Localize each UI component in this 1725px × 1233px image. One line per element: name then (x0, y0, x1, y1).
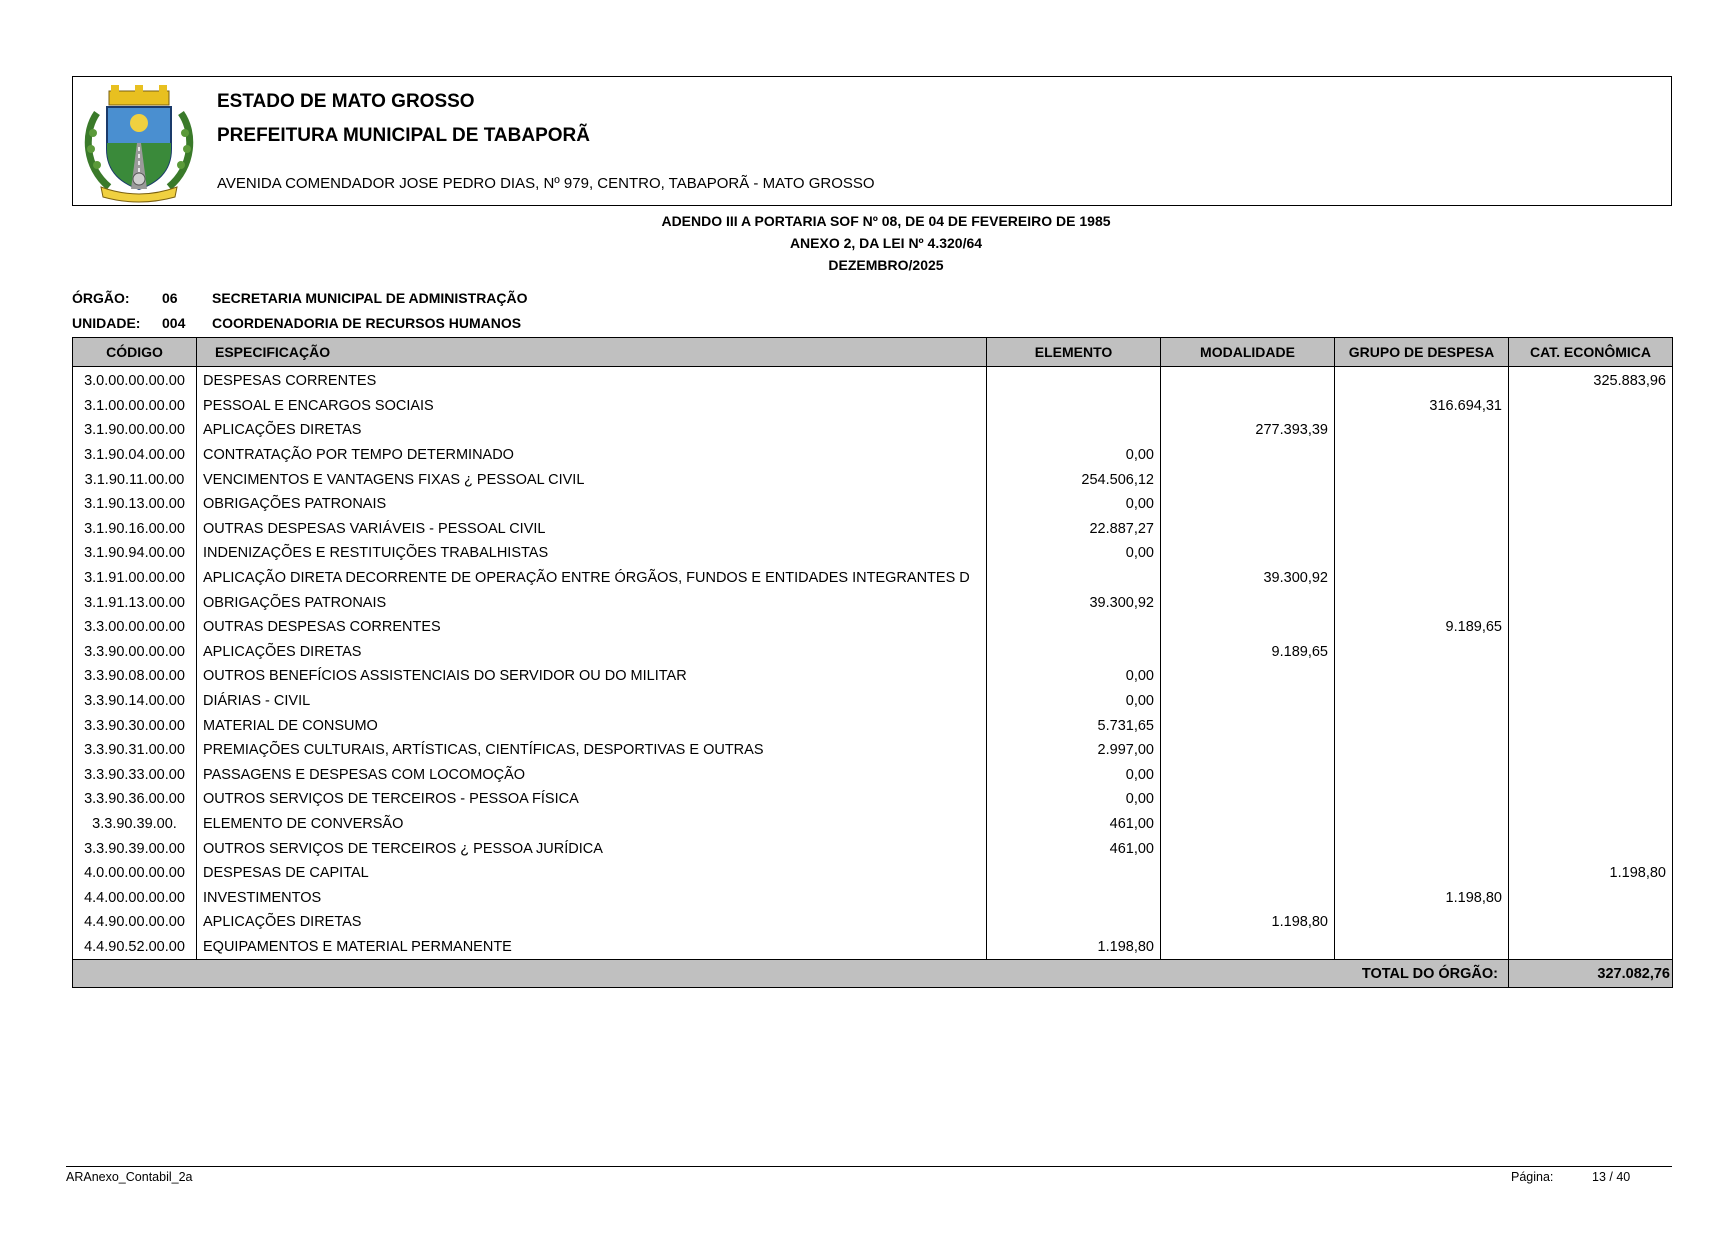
cell-elemento (987, 566, 1161, 591)
cell-especificacao: APLICAÇÕES DIRETAS (197, 418, 987, 443)
cell-codigo: 4.4.90.00.00.00 (73, 910, 197, 935)
cell-grupo: 9.189,65 (1335, 615, 1509, 640)
cell-grupo (1335, 517, 1509, 542)
cell-elemento (987, 885, 1161, 910)
cell-codigo: 4.4.00.00.00.00 (73, 885, 197, 910)
cell-modalidade: 277.393,39 (1161, 418, 1335, 443)
table-row (73, 640, 1673, 665)
cell-grupo (1335, 935, 1509, 960)
cell-modalidade (1161, 836, 1335, 861)
report-name: ARAnexo_Contabil_2a (66, 1170, 193, 1184)
cell-categoria (1509, 713, 1673, 738)
cell-especificacao: APLICAÇÕES DIRETAS (197, 910, 987, 935)
cell-elemento (987, 367, 1161, 394)
table-row (73, 689, 1673, 714)
cell-especificacao: ELEMENTO DE CONVERSÃO (197, 812, 987, 837)
footer-divider (66, 1166, 1672, 1167)
cell-modalidade (1161, 738, 1335, 763)
cell-modalidade: 9.189,65 (1161, 640, 1335, 665)
col-header-grupo: GRUPO DE DESPESA (1335, 338, 1509, 367)
cell-codigo: 3.3.90.39.00. (73, 812, 197, 837)
table-row (73, 615, 1673, 640)
cell-codigo: 3.1.00.00.00.00 (73, 394, 197, 419)
cell-elemento: 461,00 (987, 836, 1161, 861)
cell-categoria (1509, 640, 1673, 665)
cell-modalidade (1161, 689, 1335, 714)
cell-especificacao: PESSOAL E ENCARGOS SOCIAIS (197, 394, 987, 419)
table-row (73, 394, 1673, 419)
table-row (73, 861, 1673, 886)
cell-modalidade (1161, 394, 1335, 419)
header-box (72, 76, 1672, 206)
cell-modalidade (1161, 664, 1335, 689)
cell-categoria (1509, 590, 1673, 615)
cell-especificacao: OUTROS SERVIÇOS DE TERCEIROS ¿ PESSOA JURÍDICA (197, 836, 987, 861)
cell-elemento: 461,00 (987, 812, 1161, 837)
cell-categoria (1509, 910, 1673, 935)
cell-elemento: 0,00 (987, 689, 1161, 714)
cell-grupo (1335, 763, 1509, 788)
cell-codigo: 3.3.90.00.00.00 (73, 640, 197, 665)
cell-elemento (987, 640, 1161, 665)
cell-categoria (1509, 418, 1673, 443)
cell-elemento: 0,00 (987, 541, 1161, 566)
cell-especificacao: OUTRAS DESPESAS VARIÁVEIS - PESSOAL CIVIL (197, 517, 987, 542)
cell-elemento: 5.731,65 (987, 713, 1161, 738)
table-row (73, 566, 1673, 591)
col-header-codigo: CÓDIGO (73, 338, 197, 367)
cell-categoria (1509, 935, 1673, 960)
cell-grupo (1335, 566, 1509, 591)
prefecture-address: AVENIDA COMENDADOR JOSE PEDRO DIAS, Nº 979, CENTRO, TABAPORÃ - MATO GROSSO (217, 175, 875, 192)
cell-modalidade (1161, 367, 1335, 394)
cell-modalidade (1161, 443, 1335, 468)
cell-codigo: 3.1.91.13.00.00 (73, 590, 197, 615)
cell-especificacao: DESPESAS CORRENTES (197, 367, 987, 394)
cell-elemento: 22.887,27 (987, 517, 1161, 542)
total-label: TOTAL DO ÓRGÃO: (73, 960, 1509, 988)
table-row (73, 738, 1673, 763)
col-header-elemento: ELEMENTO (987, 338, 1161, 367)
table-row (73, 443, 1673, 468)
table-row (73, 418, 1673, 443)
cell-especificacao: CONTRATAÇÃO POR TEMPO DETERMINADO (197, 443, 987, 468)
table-row (73, 787, 1673, 812)
cell-categoria (1509, 664, 1673, 689)
report-titles (0, 210, 1725, 276)
cell-grupo (1335, 664, 1509, 689)
cell-grupo (1335, 590, 1509, 615)
cell-elemento (987, 861, 1161, 886)
cell-elemento: 0,00 (987, 664, 1161, 689)
cell-modalidade (1161, 517, 1335, 542)
title-line-1: ADENDO III A PORTARIA SOF Nº 08, DE 04 DE FEVEREIRO DE 1985 (661, 213, 1111, 229)
cell-grupo (1335, 689, 1509, 714)
cell-especificacao: OBRIGAÇÕES PATRONAIS (197, 492, 987, 517)
cell-categoria: 325.883,96 (1509, 367, 1673, 394)
cell-grupo (1335, 910, 1509, 935)
cell-categoria (1509, 738, 1673, 763)
table-row (73, 541, 1673, 566)
table-body (73, 367, 1673, 960)
cell-especificacao: EQUIPAMENTOS E MATERIAL PERMANENTE (197, 935, 987, 960)
cell-modalidade (1161, 885, 1335, 910)
col-header-categoria: CAT. ECONÔMICA (1509, 338, 1673, 367)
cell-elemento: 1.198,80 (987, 935, 1161, 960)
cell-grupo (1335, 812, 1509, 837)
cell-modalidade (1161, 935, 1335, 960)
cell-codigo: 3.1.90.16.00.00 (73, 517, 197, 542)
cell-modalidade (1161, 492, 1335, 517)
cell-modalidade (1161, 590, 1335, 615)
cell-especificacao: PREMIAÇÕES CULTURAIS, ARTÍSTICAS, CIENTÍFICAS, DESPORTIVAS E OUTRAS (197, 738, 987, 763)
cell-elemento (987, 394, 1161, 419)
unidade-code: 004 (162, 315, 186, 331)
table-row (73, 367, 1673, 394)
cell-categoria (1509, 443, 1673, 468)
table-row (73, 885, 1673, 910)
table-row (73, 467, 1673, 492)
prefecture-name: PREFEITURA MUNICIPAL DE TABAPORÃ (217, 125, 590, 146)
cell-especificacao: INDENIZAÇÕES E RESTITUIÇÕES TRABALHISTAS (197, 541, 987, 566)
cell-categoria (1509, 492, 1673, 517)
cell-grupo (1335, 738, 1509, 763)
cell-especificacao: APLICAÇÃO DIRETA DECORRENTE DE OPERAÇÃO ENTRE ÓRGÃOS, FUNDOS E ENTIDADES INTEGRANTES D (197, 566, 987, 591)
cell-categoria (1509, 812, 1673, 837)
cell-grupo: 316.694,31 (1335, 394, 1509, 419)
cell-modalidade (1161, 713, 1335, 738)
cell-especificacao: DIÁRIAS - CIVIL (197, 689, 987, 714)
cell-elemento: 39.300,92 (987, 590, 1161, 615)
cell-grupo (1335, 367, 1509, 394)
table-row (73, 664, 1673, 689)
col-header-especificacao: ESPECIFICAÇÃO (197, 338, 987, 367)
cell-especificacao: INVESTIMENTOS (197, 885, 987, 910)
cell-especificacao: VENCIMENTOS E VANTAGENS FIXAS ¿ PESSOAL CIVIL (197, 467, 987, 492)
table-row (73, 935, 1673, 960)
cell-codigo: 3.3.00.00.00.00 (73, 615, 197, 640)
expense-table (72, 337, 1673, 988)
cell-elemento: 2.997,00 (987, 738, 1161, 763)
cell-categoria (1509, 467, 1673, 492)
table-header-row (73, 338, 1673, 367)
table-row (73, 492, 1673, 517)
table-row (73, 812, 1673, 837)
cell-grupo (1335, 467, 1509, 492)
cell-elemento (987, 615, 1161, 640)
cell-codigo: 3.1.90.00.00.00 (73, 418, 197, 443)
cell-codigo: 3.1.90.13.00.00 (73, 492, 197, 517)
cell-codigo: 3.3.90.39.00.00 (73, 836, 197, 861)
cell-codigo: 3.3.90.14.00.00 (73, 689, 197, 714)
cell-categoria: 1.198,80 (1509, 861, 1673, 886)
cell-codigo: 3.1.90.94.00.00 (73, 541, 197, 566)
unidade-name: COORDENADORIA DE RECURSOS HUMANOS (212, 315, 522, 331)
cell-codigo: 4.4.90.52.00.00 (73, 935, 197, 960)
table-row (73, 517, 1673, 542)
cell-codigo: 3.3.90.36.00.00 (73, 787, 197, 812)
cell-elemento: 254.506,12 (987, 467, 1161, 492)
total-value: 327.082,76 (1509, 960, 1673, 988)
municipal-coat-of-arms-logo (79, 83, 199, 203)
cell-modalidade (1161, 541, 1335, 566)
cell-grupo: 1.198,80 (1335, 885, 1509, 910)
cell-categoria (1509, 836, 1673, 861)
cell-modalidade (1161, 787, 1335, 812)
title-line-3: DEZEMBRO/2025 (828, 257, 944, 273)
orgao-code: 06 (162, 290, 178, 306)
cell-categoria (1509, 787, 1673, 812)
cell-codigo: 3.1.90.04.00.00 (73, 443, 197, 468)
cell-categoria (1509, 615, 1673, 640)
cell-categoria (1509, 763, 1673, 788)
cell-elemento (987, 910, 1161, 935)
orgao-name: SECRETARIA MUNICIPAL DE ADMINISTRAÇÃO (212, 290, 528, 306)
cell-elemento: 0,00 (987, 492, 1161, 517)
table-row (73, 713, 1673, 738)
cell-especificacao: OUTROS BENEFÍCIOS ASSISTENCIAIS DO SERVIDOR OU DO MILITAR (197, 664, 987, 689)
table-row (73, 590, 1673, 615)
col-header-modalidade: MODALIDADE (1161, 338, 1335, 367)
cell-categoria (1509, 517, 1673, 542)
cell-codigo: 3.3.90.31.00.00 (73, 738, 197, 763)
cell-especificacao: APLICAÇÕES DIRETAS (197, 640, 987, 665)
cell-grupo (1335, 418, 1509, 443)
cell-modalidade: 1.198,80 (1161, 910, 1335, 935)
cell-modalidade: 39.300,92 (1161, 566, 1335, 591)
cell-codigo: 3.1.91.00.00.00 (73, 566, 197, 591)
cell-grupo (1335, 640, 1509, 665)
cell-modalidade (1161, 615, 1335, 640)
cell-codigo: 3.0.00.00.00.00 (73, 367, 197, 394)
cell-categoria (1509, 689, 1673, 714)
cell-elemento (987, 418, 1161, 443)
cell-codigo: 3.3.90.33.00.00 (73, 763, 197, 788)
cell-modalidade (1161, 467, 1335, 492)
cell-codigo: 3.3.90.08.00.00 (73, 664, 197, 689)
cell-especificacao: OUTROS SERVIÇOS DE TERCEIROS - PESSOA FÍSICA (197, 787, 987, 812)
cell-grupo (1335, 836, 1509, 861)
cell-especificacao: PASSAGENS E DESPESAS COM LOCOMOÇÃO (197, 763, 987, 788)
cell-categoria (1509, 885, 1673, 910)
cell-modalidade (1161, 763, 1335, 788)
cell-grupo (1335, 713, 1509, 738)
page-label: Página: (1511, 1170, 1554, 1184)
cell-elemento: 0,00 (987, 443, 1161, 468)
cell-grupo (1335, 787, 1509, 812)
cell-categoria (1509, 541, 1673, 566)
cell-grupo (1335, 443, 1509, 468)
cell-codigo: 3.3.90.30.00.00 (73, 713, 197, 738)
unidade-label: UNIDADE: (72, 315, 141, 331)
cell-elemento: 0,00 (987, 787, 1161, 812)
cell-especificacao: MATERIAL DE CONSUMO (197, 713, 987, 738)
page-number: 13 / 40 (1592, 1170, 1631, 1184)
cell-elemento: 0,00 (987, 763, 1161, 788)
cell-especificacao: DESPESAS DE CAPITAL (197, 861, 987, 886)
cell-categoria (1509, 566, 1673, 591)
cell-especificacao: OBRIGAÇÕES PATRONAIS (197, 590, 987, 615)
cell-grupo (1335, 861, 1509, 886)
orgao-label: ÓRGÃO: (72, 290, 130, 306)
state-name: ESTADO DE MATO GROSSO (217, 91, 475, 112)
cell-categoria (1509, 394, 1673, 419)
cell-codigo: 3.1.90.11.00.00 (73, 467, 197, 492)
cell-codigo: 4.0.00.00.00.00 (73, 861, 197, 886)
table-row (73, 763, 1673, 788)
title-line-2: ANEXO 2, DA LEI Nº 4.320/64 (789, 235, 983, 251)
cell-grupo (1335, 492, 1509, 517)
table-row (73, 910, 1673, 935)
total-row (73, 960, 1673, 988)
cell-grupo (1335, 541, 1509, 566)
table-row (73, 836, 1673, 861)
cell-modalidade (1161, 861, 1335, 886)
cell-modalidade (1161, 812, 1335, 837)
cell-especificacao: OUTRAS DESPESAS CORRENTES (197, 615, 987, 640)
